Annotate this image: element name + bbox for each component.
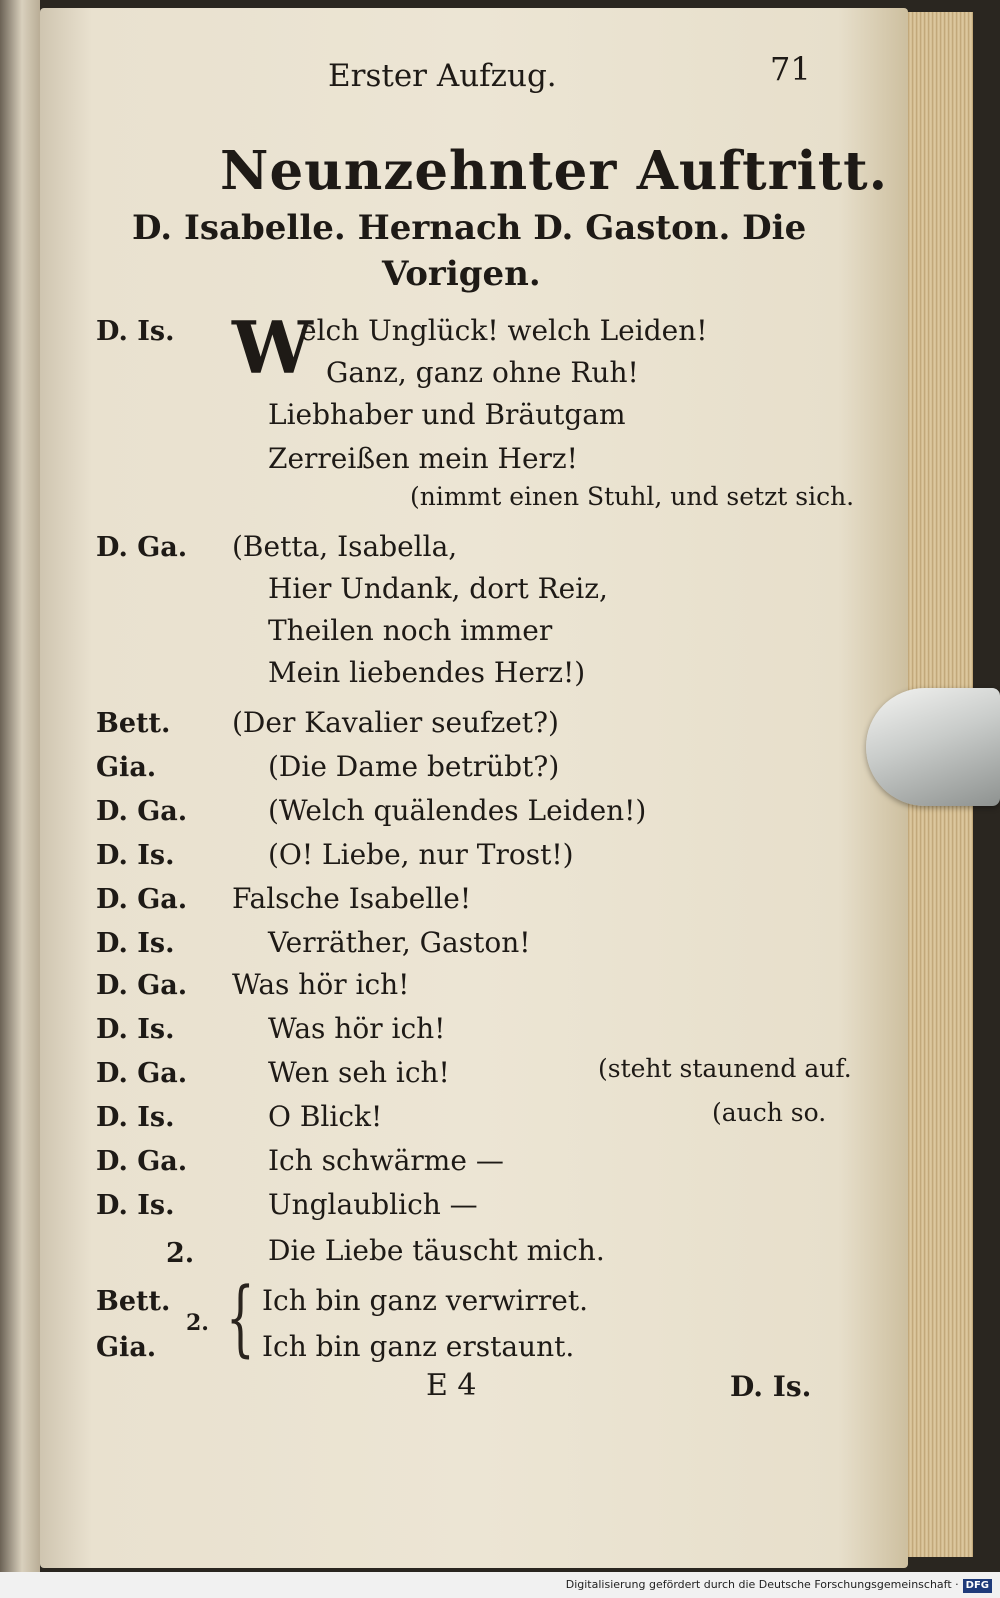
verse-line: Was hör ich! xyxy=(232,968,410,1001)
signature-mark: E 4 xyxy=(426,1368,477,1403)
speaker-label: D. Is. xyxy=(96,1102,175,1133)
verse-line: Zerreißen mein Herz! xyxy=(268,442,578,475)
ensemble-marker: 2. xyxy=(166,1238,195,1269)
verse-line: elch Unglück! welch Leiden! xyxy=(300,314,708,347)
verse-line: Was hör ich! xyxy=(268,1012,446,1045)
ensemble-marker: 2. xyxy=(186,1310,209,1336)
page-number: 71 xyxy=(770,50,811,88)
facing-page-edge xyxy=(0,0,40,1580)
verse-line: (Der Kavalier seufzet?) xyxy=(232,706,559,739)
speaker-label: Gia. xyxy=(96,1332,157,1363)
verse-line: Verräther, Gaston! xyxy=(268,926,531,959)
verse-line: Unglaublich — xyxy=(268,1188,478,1221)
verse-line: O Blick! xyxy=(268,1100,383,1133)
cast-line-2: Vorigen. xyxy=(382,254,541,294)
running-title: Erster Aufzug. xyxy=(328,58,557,94)
credit-text: Digitalisierung gefördert durch die Deutsche Forschungsgemeinschaft · xyxy=(565,1578,959,1591)
verse-line: Liebhaber und Bräutgam xyxy=(268,398,626,431)
dfg-logo: DFG xyxy=(963,1579,992,1593)
speaker-label: D. Is. xyxy=(96,316,175,347)
verse-line: Falsche Isabelle! xyxy=(232,882,472,915)
speaker-label: D. Ga. xyxy=(96,796,188,827)
brace-glyph: { xyxy=(226,1271,255,1366)
speaker-label: D. Ga. xyxy=(96,1058,188,1089)
verse-line: (O! Liebe, nur Trost!) xyxy=(268,838,574,871)
speaker-label: D. Ga. xyxy=(96,884,188,915)
catchword: D. Is. xyxy=(730,1370,812,1403)
speaker-label: D. Ga. xyxy=(96,970,188,1001)
verse-line: (Die Dame betrübt?) xyxy=(268,750,560,783)
speaker-label: D. Ga. xyxy=(96,1146,188,1177)
verse-line: Die Liebe täuscht mich. xyxy=(268,1234,605,1267)
verse-line: Ich bin ganz erstaunt. xyxy=(262,1330,575,1363)
speaker-label: Bett. xyxy=(96,708,171,739)
speaker-label: D. Is. xyxy=(96,1014,175,1045)
verse-line: Wen seh ich! xyxy=(268,1056,450,1089)
verse-line: Mein liebendes Herz!) xyxy=(268,656,586,689)
verse-line: (Betta, Isabella, xyxy=(232,530,458,563)
stage-direction: (nimmt einen Stuhl, und setzt sich. xyxy=(410,482,855,511)
scene-title: Neunzehnter Auftritt. xyxy=(220,140,889,202)
verse-line: Ganz, ganz ohne Ruh! xyxy=(326,356,639,389)
verse-line: Ich schwärme — xyxy=(268,1144,504,1177)
page-clip xyxy=(866,688,1000,806)
speaker-label: D. Ga. xyxy=(96,532,188,563)
digitization-credit xyxy=(0,1572,1000,1598)
stage-direction: (steht staunend auf. xyxy=(598,1054,852,1083)
speaker-label: Gia. xyxy=(96,752,157,783)
verse-line: Theilen noch immer xyxy=(268,614,553,647)
stage-direction: (auch so. xyxy=(712,1098,827,1127)
speaker-label: D. Is. xyxy=(96,840,175,871)
verse-line: Hier Undank, dort Reiz, xyxy=(268,572,608,605)
speaker-label: Bett. xyxy=(96,1286,171,1317)
cast-line-1: D. Isabelle. Hernach D. Gaston. Die xyxy=(132,208,807,248)
speaker-label: D. Is. xyxy=(96,1190,175,1221)
verse-line: Ich bin ganz verwirret. xyxy=(262,1284,588,1317)
speaker-label: D. Is. xyxy=(96,928,175,959)
verse-line: (Welch quälendes Leiden!) xyxy=(268,794,647,827)
drop-cap: W xyxy=(232,305,313,390)
